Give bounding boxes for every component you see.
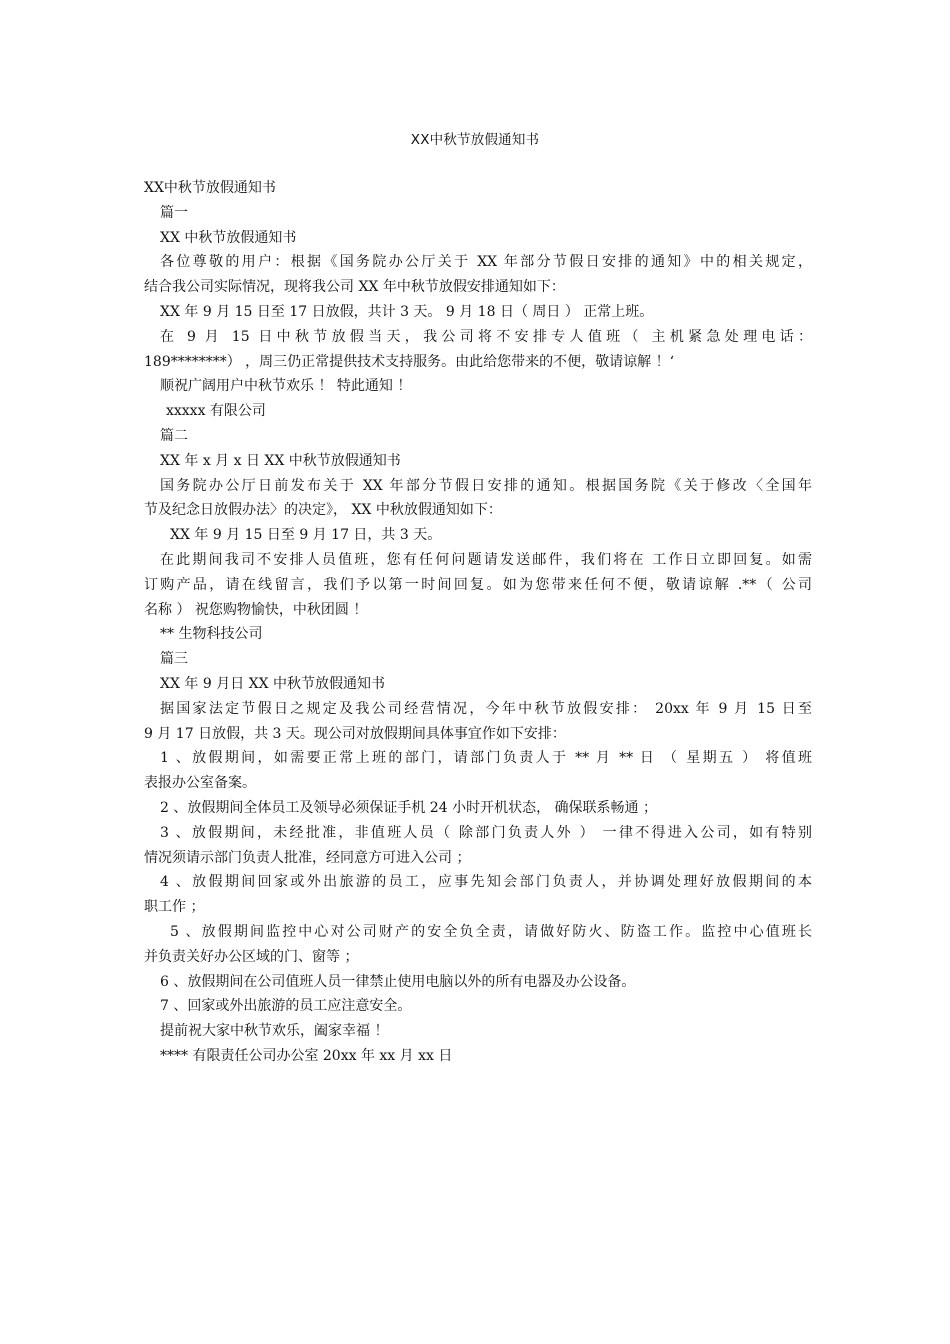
paragraph-line: 订购产品，请在线留言，我们予以第一时间回复。如为您带来任何不便，敬请谅解 .**（ 公司 [144,576,812,593]
paragraph-line: 提前祝大家中秋节欢乐，阖家幸福 ！ [160,1023,389,1040]
paragraph-line: 各位尊敬的用户：根据《国务院办公厅关于 XX 年部分节假日安排的通知》中的相关规定， [160,254,812,271]
paragraph-line: 顺祝广阔用户中秋节欢乐 ！ 特此通知 ！ [160,378,412,395]
paragraph-line: 结合我公司实际情况，现将我公司 XX 年中秋节放假安排通知如下： [144,279,565,296]
section-label-1: 篇一 [160,204,188,221]
paragraph-line: 9 月 17 日放假，共 3 天。现公司对放假期间具体事宜作如下安排： [144,725,566,742]
list-item-continued: 情况须请示部门负责人批准，经同意方可进入公司 ； [144,849,471,866]
section-title-1: XX 中秋节放假通知书 [160,229,297,246]
company-signature: ** 生物科技公司 [160,626,263,643]
list-item: 4 、放假期间回家或外出旅游的员工，应事先知会部门负责人，并协调处理好放假期间的本 [160,874,812,891]
list-item: 6 、放假期间在公司值班人员一律禁止使用电脑以外的所有电器及办公设备。 [160,973,636,990]
company-signature: xxxxx 有限公司 [166,403,266,420]
paragraph-line: 节及纪念日放假办法〉的决定》， XX 中秋放假通知如下： [144,502,502,519]
list-item: 1 、放假期间，如需要正常上班的部门，请部门负责人于 ** 月 ** 日 （ 星期五 ） 将值班 [160,750,812,767]
list-item: 7 、回家或外出旅游的员工应注意安全。 [160,998,412,1015]
paragraph-line: 据国家法定节假日之规定及我公司经营情况，今年中秋节放假安排： 20xx 年 9 月 15 日至 [160,700,812,717]
section-label-2: 篇二 [160,427,188,444]
list-item: 2 、放假期间全体员工及领导必须保证手机 24 小时开机状态， 确保联系畅通 ； [160,799,657,816]
list-item: 3 、放假期间，未经批准，非值班人员（ 除部门负责人外 ） 一律不得进入公司，如有特别 [160,824,812,841]
paragraph-line: 在 9 月 15 日中秋节放假当天，我公司将不安排专人值班（ 主机紧急处理电话： [160,328,812,345]
list-item-continued: 并负责关好办公区域的门、窗等 ； [144,948,359,965]
paragraph-line: 国务院办公厅日前发布关于 XX 年部分节假日安排的通知。根据国务院《关于修改〈全国年 [160,477,812,494]
paragraph-line: 189********） ，周三仍正常提供技术支持服务。由此给您带来的不便，敬请谅解 ！‘ [144,353,675,370]
paragraph-line: 在此期间我司不安排人员值班，您有任何问题请发送邮件，我们将在 工作日立即回复。如需 [160,551,812,568]
company-signature: **** 有限责任公司办公室 20xx 年 xx 月 xx 日 [160,1047,453,1064]
paragraph-line: 名称 ） 祝您购物愉快，中秋团圆 ！ [144,601,368,618]
list-item-continued: 职工作 ； [144,899,205,916]
paragraph-line: XX 年 9 月 15 日至 9 月 17 日，共 3 天。 [170,527,442,544]
section-title-3: XX 年 9 月日 XX 中秋节放假通知书 [160,675,386,692]
doc-heading: XX中秋节放假通知书 [144,180,276,196]
document-body [144,176,812,1069]
page-title: XX中秋节放假通知书 [410,132,540,148]
section-label-3: 篇三 [160,651,188,668]
section-title-2: XX 年 x 月 x 日 XX 中秋节放假通知书 [160,452,401,469]
paragraph-line: XX 年 9 月 15 日至 17 日放假，共计 3 天。 9 月 18 日（ 周日 ） 正常上班。 [160,303,654,320]
list-item-continued: 表报办公室备案。 [144,775,256,792]
list-item: 5 、放假期间监控中心对公司财产的安全负全责，请做好防火、防盗工作。监控中心值班长 [170,923,812,940]
